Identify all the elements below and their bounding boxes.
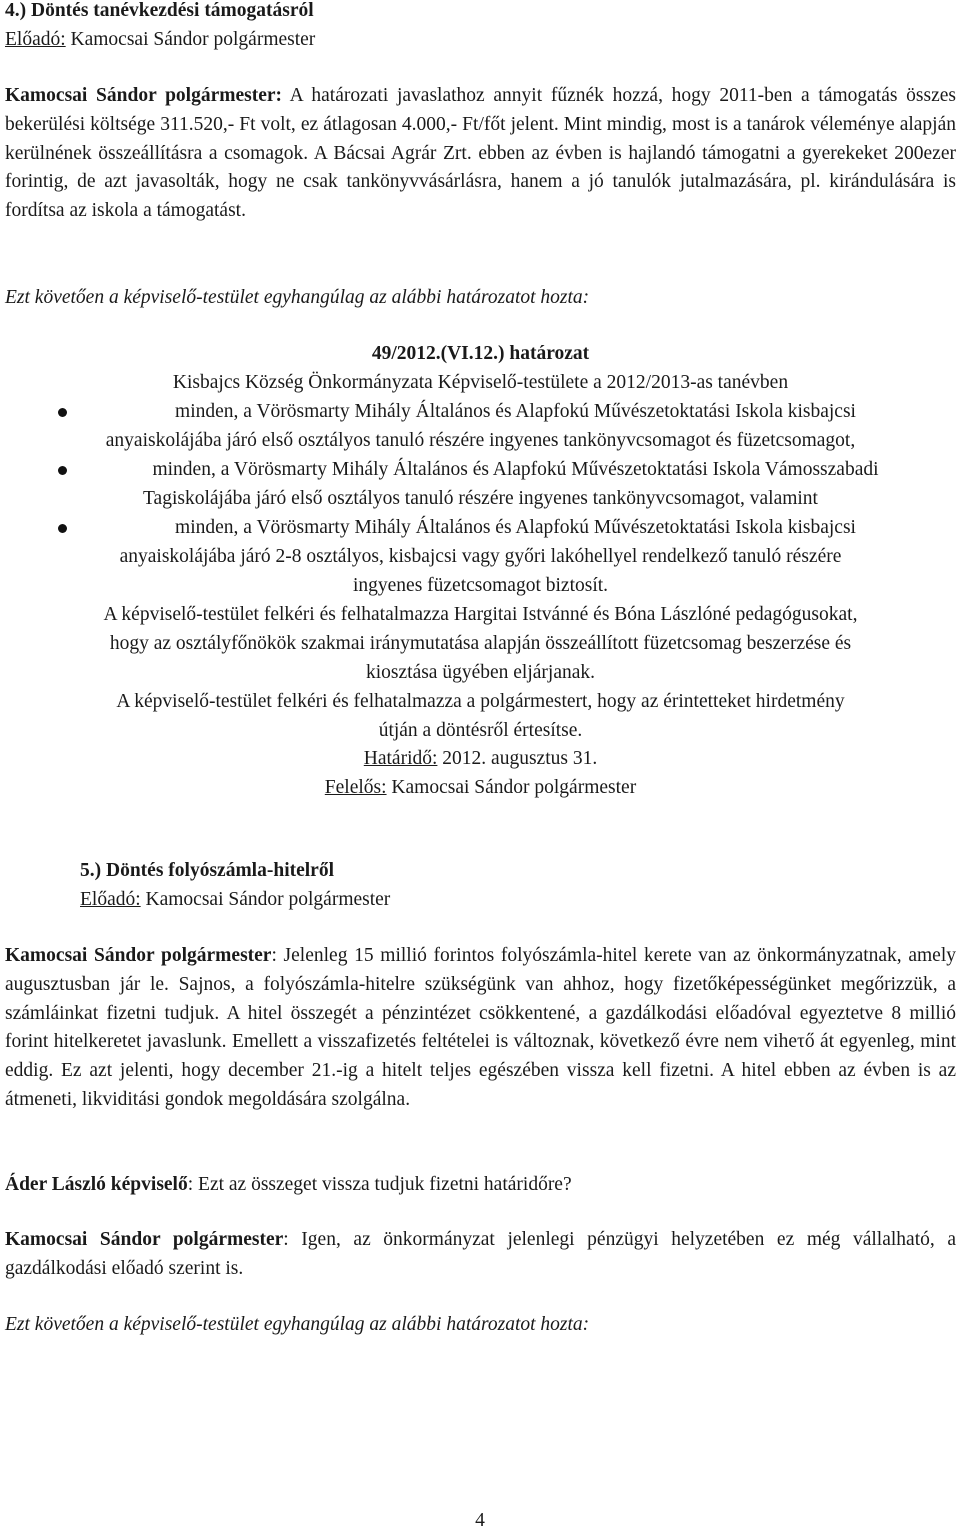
speech-text: : Igen, az önkormányzat jelenlegi pénzügyi helyzetében ez még vállalható, a gazdálkodási előadó szerint is. <box>5 1229 956 1279</box>
responsible-value: Kamocsai Sándor polgármester <box>386 777 637 798</box>
section-4-title: 4.) Döntés tanévkezdési támogatásról <box>5 0 314 21</box>
bullet-icon <box>58 524 67 533</box>
page-number: 4 <box>475 1510 485 1531</box>
bullet-3-line-2: anyaiskolájába járó 2-8 osztályos, kisbajcsi vagy győri lakóhellyel rendelkező tanuló részére <box>119 545 842 567</box>
bullet-icon <box>58 408 67 417</box>
section-5-speech-3 <box>5 1226 956 1284</box>
deadline <box>5 745 956 774</box>
speaker-name: Kamocsai Sándor polgármester <box>5 945 272 966</box>
bullet-icon <box>58 466 67 475</box>
speaker-name: Kamocsai Sándor polgármester <box>5 1229 284 1250</box>
speaker-name: Kamocsai Sándor polgármester: <box>5 85 283 106</box>
responsible <box>5 774 956 803</box>
speech-text: A határozati javaslathoz annyit fűznék hozzá, hogy 2011-ben a támogatás összes bekerülési költsége 311.520,- Ft volt, ez átlagosan 4.000,- Ft/főt jelent. Mint mindig, most is a tanárok véleménye alapján kerülnének összeállításra a csomagok. A Bácsai Agrár Zrt. ebben az évben is hajlandó támogatni a gyerekeket 200ezer forintig, de azt javasolták, hogy ne csak tankönyvvásárlásra, hanem a jó tanulók jutalmazására, pl. kirándulására is fordítsa az iskola a támogatást. <box>5 85 956 222</box>
bullet-3-line-1: minden, a Vörösmarty Mihály Általános és Alapfokú Művészetoktatási Iskola kisbajcsi <box>175 517 856 538</box>
bullet-1-line-1: minden, a Vörösmarty Mihály Általános és Alapfokú Művészetoktatási Iskola kisbajcsi <box>175 401 856 422</box>
resolution-bullet-3 <box>5 514 956 600</box>
deadline-label: Határidő: <box>363 748 438 769</box>
section-4-speech <box>5 82 956 226</box>
bullet-3-line-3: ingyenes füzetcsomagot biztosít. <box>352 574 609 596</box>
bullet-2-line-1: minden, a Vörösmarty Mihály Általános és Alapfokú Művészetoktatási Iskola Vámosszabadi <box>152 459 879 480</box>
bullet-2-line-2: Tagiskolájába járó első osztályos tanuló részére ingyenes tankönyvcsomagot, valamint <box>143 487 818 509</box>
presenter-label: Előadó: <box>80 889 141 910</box>
paragraph-2-line-1: A képviselő-testület felkéri és felhatalmazza a polgármestert, hogy az érintetteket hirdetmény <box>116 691 845 712</box>
section-4-vote-note: Ezt követően a képviselő-testület egyhangúlag az alábbi határozatot hozta: <box>5 287 590 308</box>
bullet-1-line-2: anyaiskolájába járó első osztályos tanuló részére ingyenes tankönyvcsomagot és füzetcsomagot, <box>105 429 856 451</box>
speech-text: : Ezt az összeget vissza tudjuk fizetni határidőre? <box>187 1174 572 1195</box>
resolution-paragraph-2 <box>5 688 956 746</box>
resolution-intro: Kisbajcs Község Önkormányzata Képviselő-testülete a 2012/2013-as tanévben <box>172 372 789 393</box>
responsible-label: Felelős: <box>324 777 387 798</box>
section-5-speech-2 <box>5 1171 956 1200</box>
paragraph-2-line-2: útján a döntésről értesítse. <box>378 719 583 741</box>
section-4-presenter <box>5 26 956 55</box>
presenter-name: Kamocsai Sándor polgármester <box>65 29 316 50</box>
deadline-value: 2012. augusztus 31. <box>437 748 598 769</box>
section-5-presenter <box>5 886 956 915</box>
paragraph-1-line-3: kiosztása ügyében eljárjanak. <box>365 661 596 683</box>
paragraph-1-line-1: A képviselő-testület felkéri és felhatalmazza Hargitai Istvánné és Bóna Lászlóné pedagógusokat, <box>103 604 858 625</box>
resolution-bullet-1 <box>5 398 956 456</box>
resolution-number: 49/2012.(VI.12.) határozat <box>371 343 590 364</box>
section-5-title: 5.) Döntés folyószámla-hitelről <box>80 860 334 881</box>
resolution-bullet-2 <box>5 456 956 514</box>
presenter-name: Kamocsai Sándor polgármester <box>140 889 391 910</box>
paragraph-1-line-2: hogy az osztályfőnökök szakmai iránymutatása alapján összeállított füzetcsomag beszerzése és <box>109 632 852 654</box>
section-5-speech-1 <box>5 942 956 1115</box>
presenter-label: Előadó: <box>5 29 66 50</box>
resolution-paragraph-1 <box>5 601 956 687</box>
speech-text: : Jelenleg 15 millió forintos folyószámla-hitel kerete van az önkormányzatnak, amely augusztusban jár le. Sajnos, a folyószámla-hitelre szükségünk van ahhoz, hogy fizetőképességünket megőrizzük, a számláinkat fizetni tudjuk. A hitel összegét a pénzintézet csökkentené, a gazdálkodási előadóval egyeztetve 8 millió forint hitelkeretet javaslunk. Emellett a visszafizetés feltételei is változnak, következő évre nem viheτő át egyenleg, mint eddig. Ez azt jelenti, hogy december 21.-ig a hitelt teljes egészében vissza kell fizetni. A hitel ebben az évben is az átmeneti, likviditási gondok megoldására szolgálna. <box>5 945 956 1110</box>
section-5-vote-note: Ezt követően a képviselő-testület egyhangúlag az alábbi határozatot hozta: <box>5 1314 590 1335</box>
speaker-name: Áder László képviselő <box>5 1174 188 1195</box>
